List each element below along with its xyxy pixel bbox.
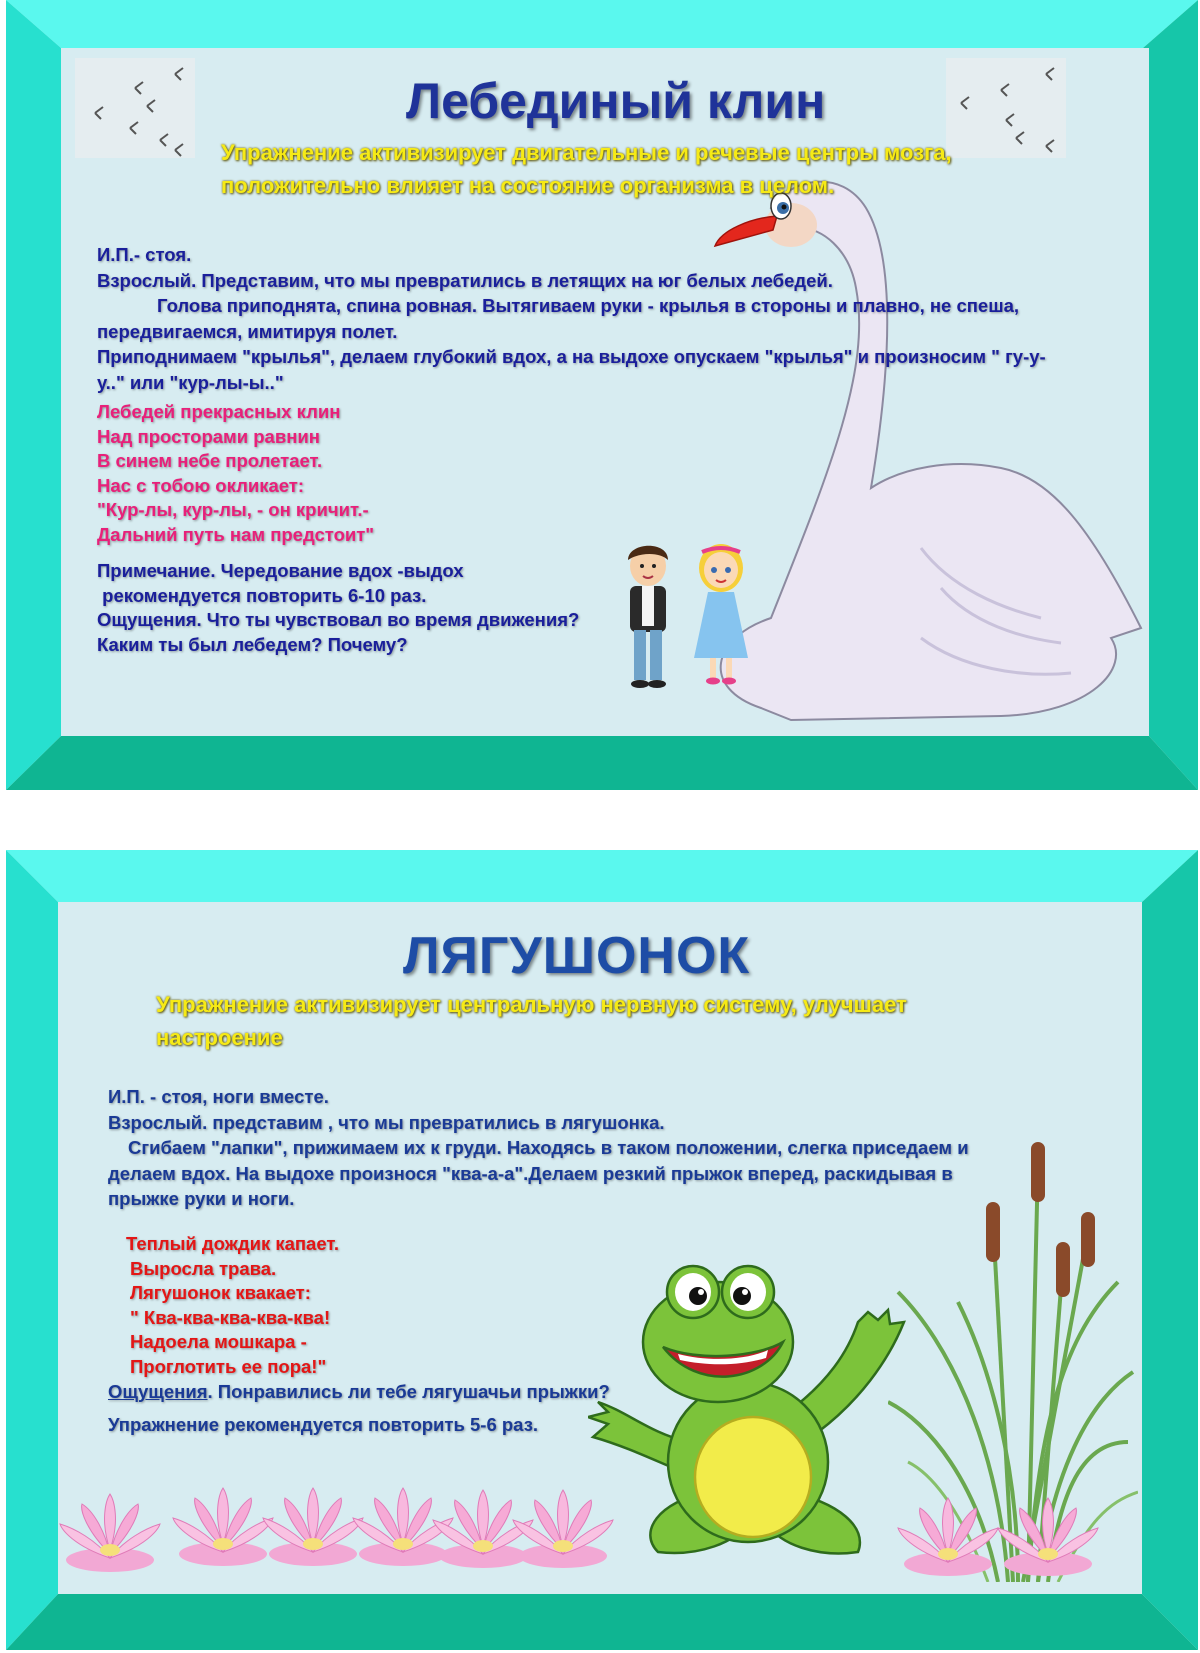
poem-block: [126, 1232, 339, 1379]
instruction-line: И.П.- стоя.: [97, 244, 192, 265]
poem-line: Выросла трава.: [130, 1257, 277, 1279]
instruction-line: Взрослый. представим , что мы превратились в лягушонка.: [108, 1111, 665, 1133]
feelings-label: Ощущения: [108, 1381, 208, 1402]
frog-exercise-card: [6, 850, 1198, 1650]
frog-illustration: [588, 1262, 918, 1562]
poem-line: " Ква-ква-ква-ква-ква!: [130, 1306, 331, 1328]
lotus-flower-icon: [60, 1494, 160, 1572]
poem-line: Нас с тобою окликает:: [97, 474, 305, 496]
feelings-line: [108, 1380, 610, 1405]
lotus-flower-icon: [263, 1488, 363, 1566]
poem-block: [97, 400, 374, 547]
poem-line: Теплый дождик капает.: [126, 1233, 339, 1254]
poem-line: Надоела мошкара -: [130, 1331, 307, 1352]
intro-text: Упражнение активизирует двигательные и речевые центры мозга, положительно влияет на состояние организма в целом.: [221, 140, 952, 198]
repeat-note: Упражнение рекомендуется повторить 5-6 раз.: [108, 1413, 539, 1435]
swan-exercise-card: [6, 0, 1198, 790]
poem-line: Проглотить ее пора!": [130, 1355, 327, 1377]
lotus-flower-icon: [433, 1490, 533, 1568]
instruction-line: Голова приподнята, спина ровная. Вытягиваем руки - крылья в стороны и плавно, не спеша, передвигаемся, имитируя полет.: [97, 295, 1020, 342]
intro-text: Упражнение активизирует центральную нервную систему, улучшает настроение: [156, 992, 907, 1050]
instructions-block: [108, 1084, 988, 1212]
instruction-line: И.П. - стоя, ноги вместе.: [108, 1086, 329, 1107]
page-title: ЛЯГУШОНОК: [403, 927, 751, 985]
note-line: Каким ты был лебедем? Почему?: [97, 633, 408, 655]
poem-line: Над просторами равнин: [97, 425, 320, 447]
poem-line: В синем небе пролетает.: [97, 450, 323, 471]
page-title: Лебединый клин: [406, 73, 826, 129]
notes-block: [97, 559, 579, 657]
instruction-line: Приподнимаем "крылья", делаем глубокий вдох, а на выдохе опускаем "крылья" и произносим " гу-у-у.." или "кур-лы-ы..": [97, 346, 1046, 393]
notes-block: [108, 1380, 610, 1437]
poem-line: Дальний путь нам предстоит": [97, 523, 375, 545]
birds-flock-icon: [75, 58, 195, 158]
note-line: рекомендуется повторить 6-10 раз.: [97, 584, 427, 606]
content-panel: [58, 902, 1142, 1594]
note-line: Ощущения. Что ты чувствовал во время движения?: [97, 609, 580, 630]
instruction-line: Взрослый. Представим, что мы превратились в летящих на юг белых лебедей.: [97, 269, 833, 291]
instructions-block: [97, 242, 1057, 395]
poem-line: "Кур-лы, кур-лы, - он кричит.-: [97, 499, 369, 520]
instruction-line: Сгибаем "лапки", прижимаем их к груди. Находясь в таком положении, слегка приседаем и делаем вдох. На выдохе произнося "ква-а-а".Делаем резкий прыжок вперед, раскидывая в прыжке руки и ноги.: [108, 1137, 969, 1209]
lotus-flower-icon: [173, 1488, 273, 1566]
children-illustration: [616, 538, 766, 698]
poem-line: Лягушонок квакает:: [130, 1282, 311, 1303]
poem-line: Лебедей прекрасных клин: [97, 401, 341, 422]
feelings-question: . Понравились ли тебе лягушачьи прыжки?: [207, 1381, 610, 1402]
lotus-flower-icon: [998, 1498, 1098, 1576]
note-line: Примечание. Чередование вдох -выдох: [97, 560, 464, 581]
content-panel: [61, 48, 1149, 736]
